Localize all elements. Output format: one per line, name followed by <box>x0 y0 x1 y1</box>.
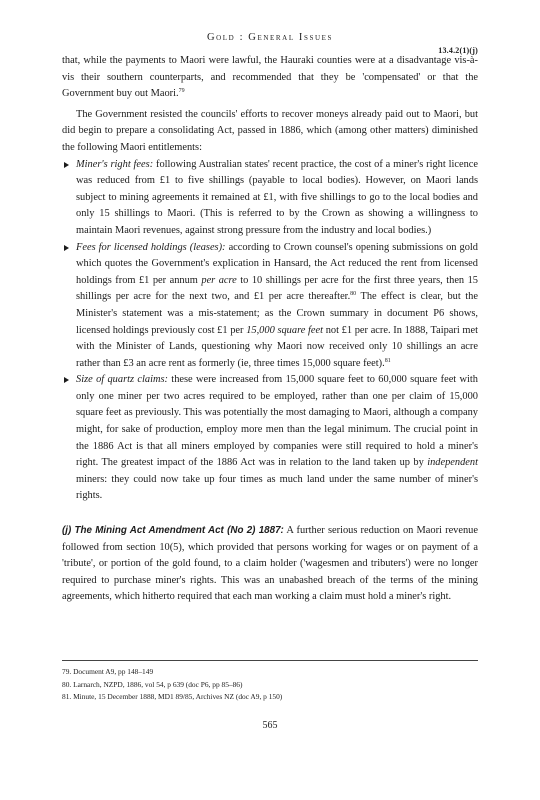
paragraph-mining-act-amendment: (j) The Mining Act Amendment Act (No 2) 1887: A further serious reduction on Maori revenue followed from section 10(5), which provided that persons working for wages or on payment of a 'tribute', or portion of the gold found, to a claim holder ('wagesmen and tributers') were no longer required to purchase miner's rights. This was an unabashed breach of the terms of the mining agreements, which hitherto required that each man working a claim must hold a miner's right. <box>62 525 478 603</box>
paragraph-government: The Government resisted the councils' efforts to recover moneys already paid out to Maori, but did begin to prepare a consolidating Act, passed in 1886, which (among other matters) diminished the following Maori entitlements: <box>62 108 478 153</box>
footnote-79: 79. Document A9, pp 148–149 <box>62 667 154 676</box>
page-number: 565 <box>262 720 278 731</box>
footnote-ref-79[interactable]: 79 <box>178 88 185 95</box>
section-heading-j: (j) The Mining Act Amendment Act (No 2) 1887: <box>62 525 284 537</box>
running-header: Gold : General Issues <box>206 32 334 43</box>
list-item-quartz-claims: Size of quartz claims: these were increased from 15,000 square feet to 60,000 square feet with only one miner per two acres required to be employed, rather than one per claim of 15,000 square feet as previously. This was potentially the most damaging to Maori, although a company might, for sake of production, employ more men than the legal minimum. The crucial point in the 1886 Act is that all miners employed by companies were still required to hold a miner's right. The greatest impact of the 1886 Act was in relation to the land taken up by independent miners: they could now take up four times as much land under the same number of miner's rights. <box>62 372 478 505</box>
list-item-miners-right: Miner's right fees: following Australian states' recent practice, the cost of a miner's right licence was reduced from £1 to five shillings (payable to local bodies). However, on Maori lands subject to mining agreements it remained at £1, with five shillings to go to the local bodies and only 15 shillings to Maori. (This is referred to by the Crown as showing a willingness to maintain Maori revenues, against strong pressure from the industry and local bodies.) <box>62 157 478 240</box>
entitlements-list <box>62 157 478 505</box>
footnote-ref-80[interactable]: 80 <box>350 291 357 298</box>
list-item-licensed-holdings: Fees for licensed holdings (leases): according to Crown counsel's opening submissions on gold which quotes the Government's explication in Hansard, the Act reduced the rent from licensed holdings from £1 per annum per acre to 10 shillings per acre for the first three years, then 15 shillings per acre for the next two, and £1 per acre thereafter.$^{80}$ The effect is clear, but the Minister's statement was a mis-statement; as the Crown summary in document P6 shows, licensed holdings previously cost £1 per 15,000 square feet not £1 per acre. In 1888, Taipari met with the Minister of Lands, questioning why Maori now received only 10 shillings an acre rather than £3 an acre rent as formerly (ie, three times 15,000 square feet).$^{81}$ <box>62 240 478 373</box>
footnote-81: 81. Minute, 15 December 1888, MD1 89/85, Archives NZ (doc A9, p 150) <box>62 692 283 701</box>
triangle-bullet-icon <box>64 377 69 383</box>
triangle-bullet-icon <box>64 162 69 168</box>
triangle-bullet-icon <box>64 245 69 251</box>
list-item-label: Miner's right fees: <box>76 158 154 170</box>
paragraph-continuation: that, while the payments to Maori were lawful, the Hauraki counties were at a disadvantage vis-à-vis their southern counterparts, and recommended that they be 'compensated' or that the Government buy out Maori.$^{79}$ <box>62 55 478 100</box>
footnotes <box>62 666 478 704</box>
section-reference: 13.4.2(1)(j) <box>438 46 478 55</box>
list-item-label: Fees for licensed holdings (leases): <box>76 241 226 253</box>
list-item-label: Size of quartz claims: <box>76 374 168 386</box>
footnote-80: 80. Larnarch, NZPD, 1886, vol 54, p 639 (doc P6, pp 85–86) <box>62 679 243 689</box>
footnote-ref-81[interactable]: 81 <box>384 357 391 364</box>
body-text <box>62 53 478 606</box>
footnote-divider <box>62 660 478 661</box>
